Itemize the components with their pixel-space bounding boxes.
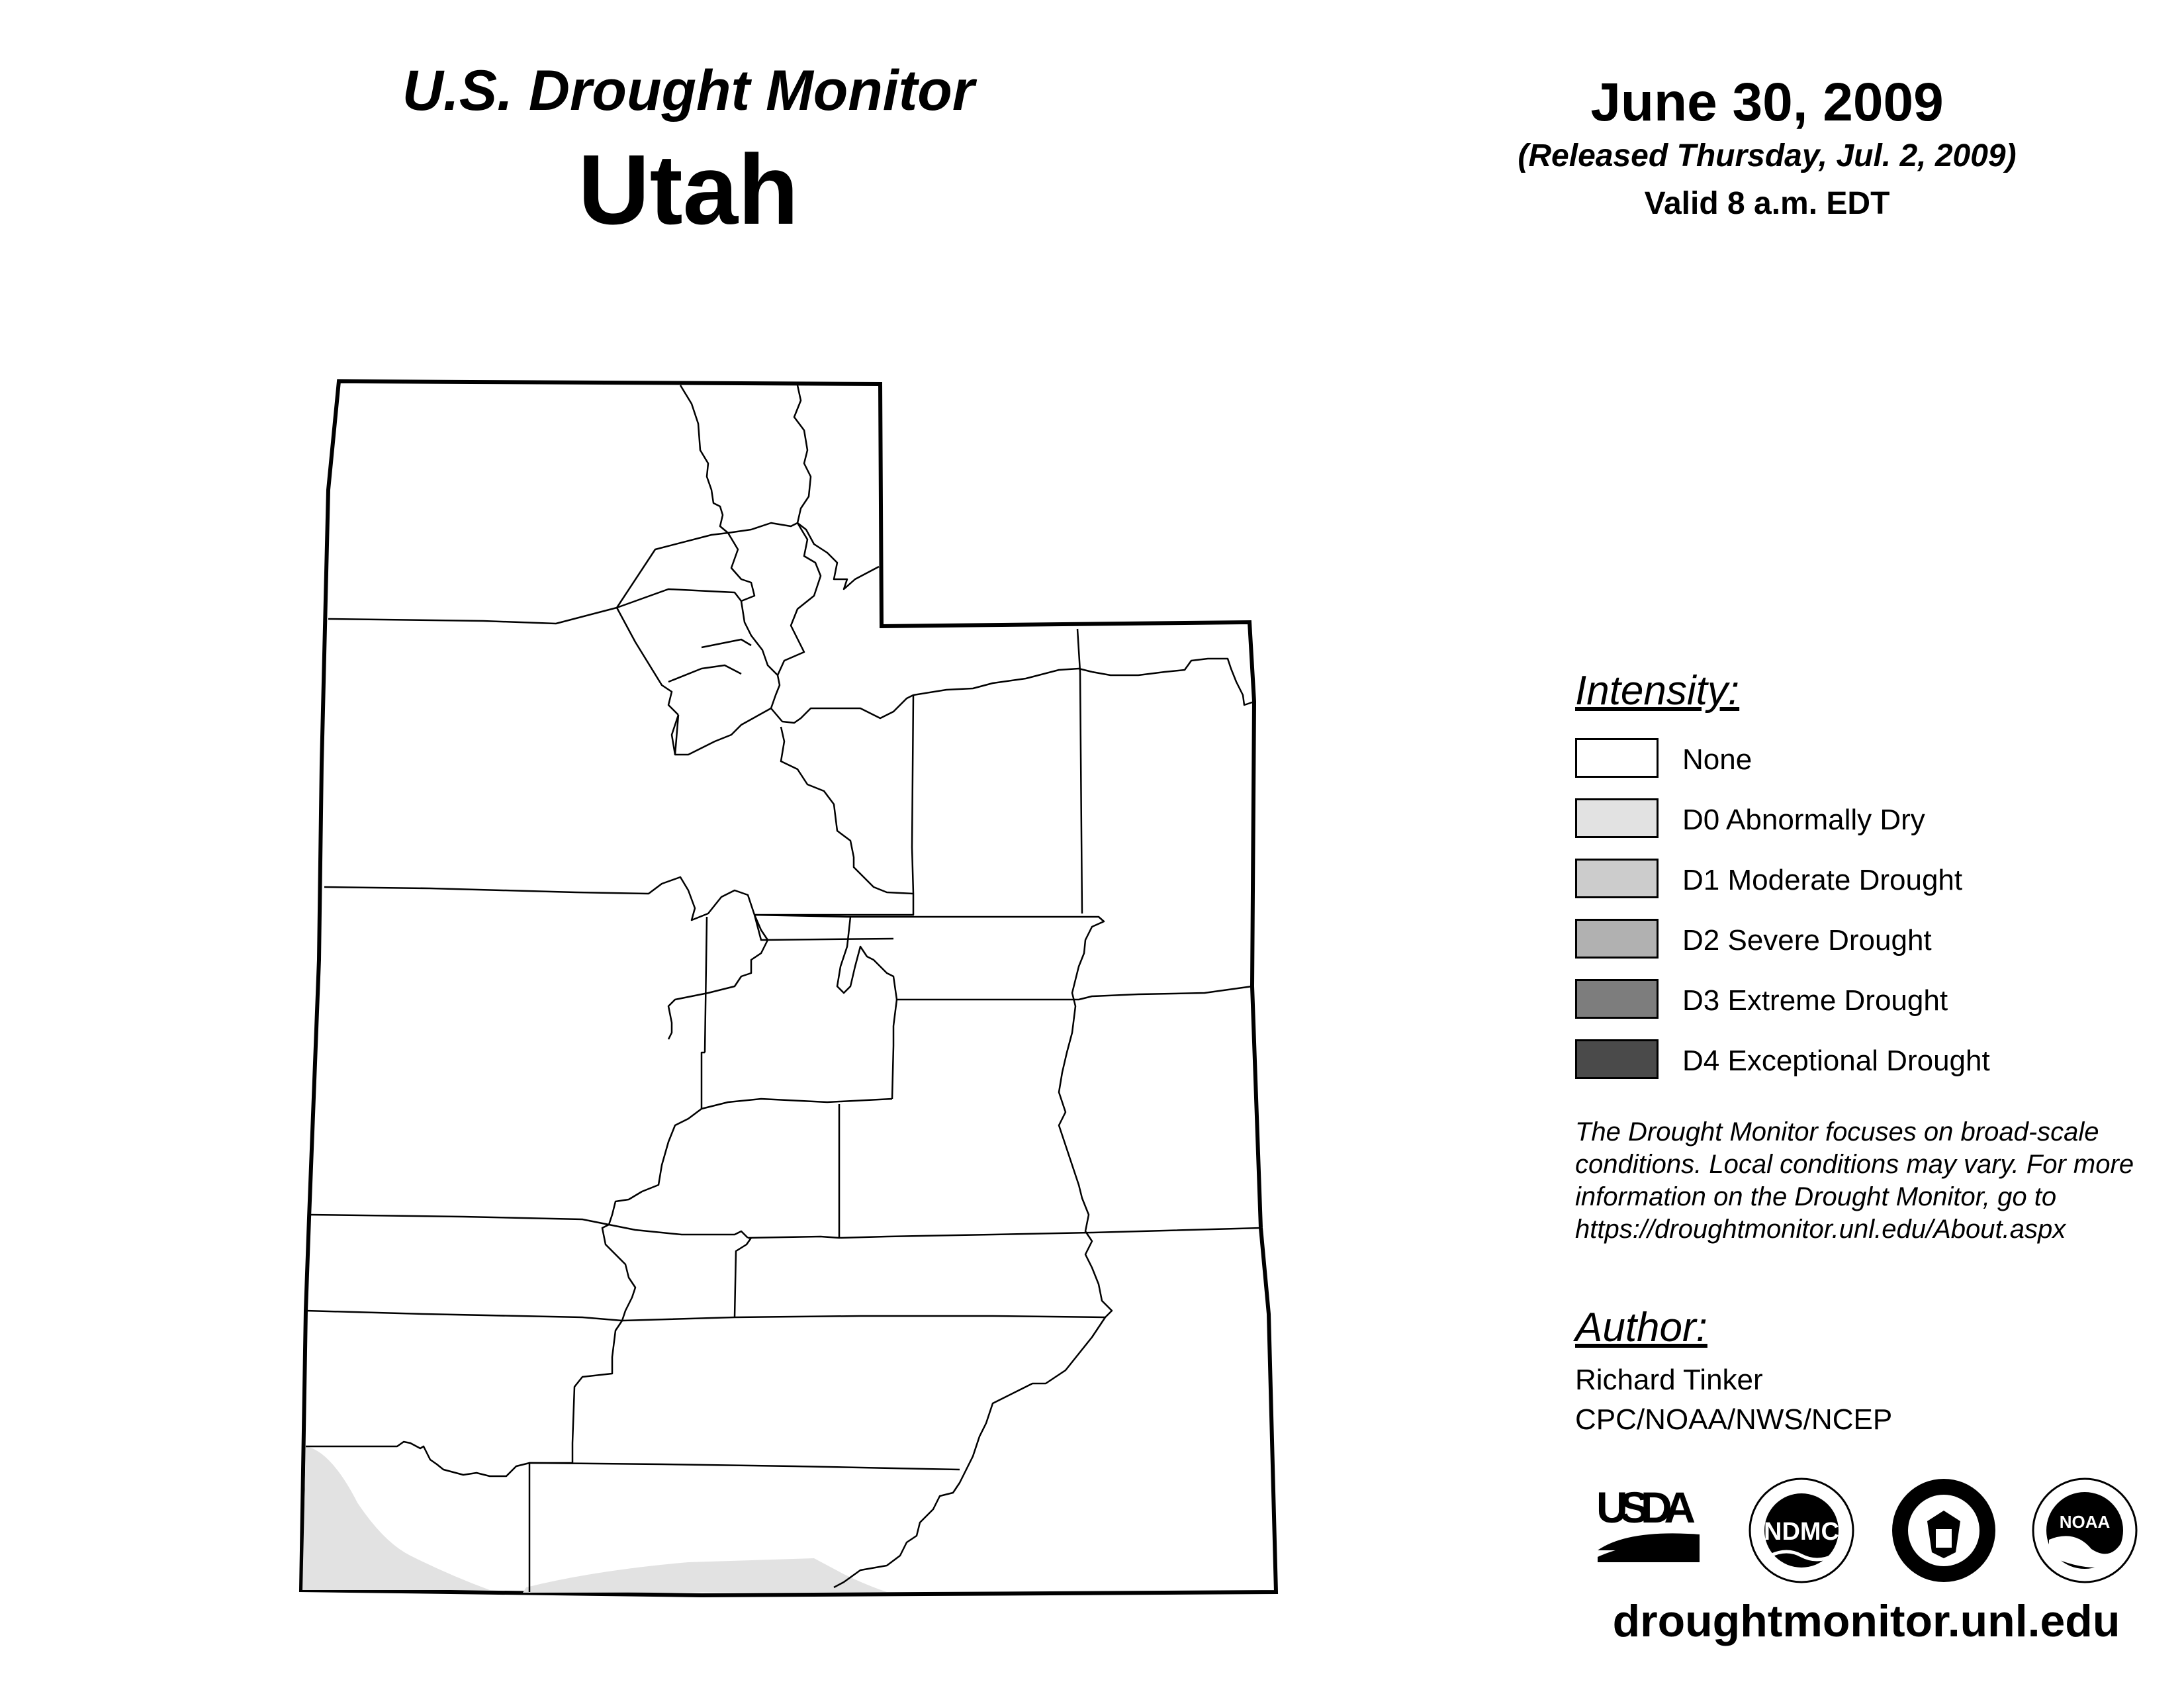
author-name: Richard Tinker bbox=[1575, 1364, 1763, 1396]
legend-item-d2 bbox=[1575, 919, 2171, 961]
legend-swatch bbox=[1575, 979, 1659, 1019]
legend-label: D3 Extreme Drought bbox=[1682, 984, 1948, 1017]
svg-text:NDMC: NDMC bbox=[1764, 1518, 1839, 1546]
state-name: Utah bbox=[578, 134, 799, 245]
legend-swatch bbox=[1575, 1039, 1659, 1079]
commerce-seal-icon bbox=[1892, 1479, 1995, 1582]
svg-text:USDA: USDA bbox=[1596, 1483, 1696, 1532]
valid-time: Valid 8 a.m. EDT bbox=[1644, 186, 1890, 221]
noaa-logo bbox=[2033, 1479, 2136, 1582]
state-outline bbox=[301, 381, 1276, 1595]
legend-swatch bbox=[1575, 919, 1659, 959]
release-date: (Released Thursday, Jul. 2, 2009) bbox=[1518, 138, 2017, 173]
legend-swatch bbox=[1575, 798, 1659, 838]
legend-title: Intensity: bbox=[1575, 668, 1740, 714]
disclaimer-text: The Drought Monitor focuses on broad-scale conditions. Local conditions may vary. For more information on the Drought Monitor, go to https://droughtmonitor.unl.edu/About.aspx bbox=[1575, 1117, 2134, 1244]
author-organization: CPC/NOAA/NWS/NCEP bbox=[1575, 1403, 1893, 1436]
legend-label: D0 Abnormally Dry bbox=[1682, 804, 1925, 836]
svg-text:NOAA: NOAA bbox=[2059, 1512, 2111, 1532]
legend-item-none bbox=[1575, 738, 2171, 780]
map-title: U.S. Drought Monitor bbox=[402, 59, 975, 122]
agency-logos bbox=[1588, 1476, 2171, 1589]
legend-label: None bbox=[1682, 743, 1752, 776]
legend-label: D1 Moderate Drought bbox=[1682, 864, 1963, 896]
legend-item-d3 bbox=[1575, 979, 2171, 1021]
author-heading: Author: bbox=[1575, 1305, 1707, 1350]
legend-label: D2 Severe Drought bbox=[1682, 924, 1932, 957]
legend-item-d1 bbox=[1575, 859, 2171, 901]
legend-swatch bbox=[1575, 738, 1659, 778]
ndmc-logo bbox=[1750, 1479, 1853, 1582]
legend-swatch bbox=[1575, 859, 1659, 898]
legend-item-d0 bbox=[1575, 798, 2171, 841]
legend-label: D4 Exceptional Drought bbox=[1682, 1045, 1990, 1077]
website-url: droughtmonitor.unl.edu bbox=[1612, 1596, 2120, 1646]
map-date: June 30, 2009 bbox=[1590, 72, 1944, 132]
usda-logo bbox=[1596, 1483, 1700, 1562]
legend-item-d4 bbox=[1575, 1039, 2171, 1082]
